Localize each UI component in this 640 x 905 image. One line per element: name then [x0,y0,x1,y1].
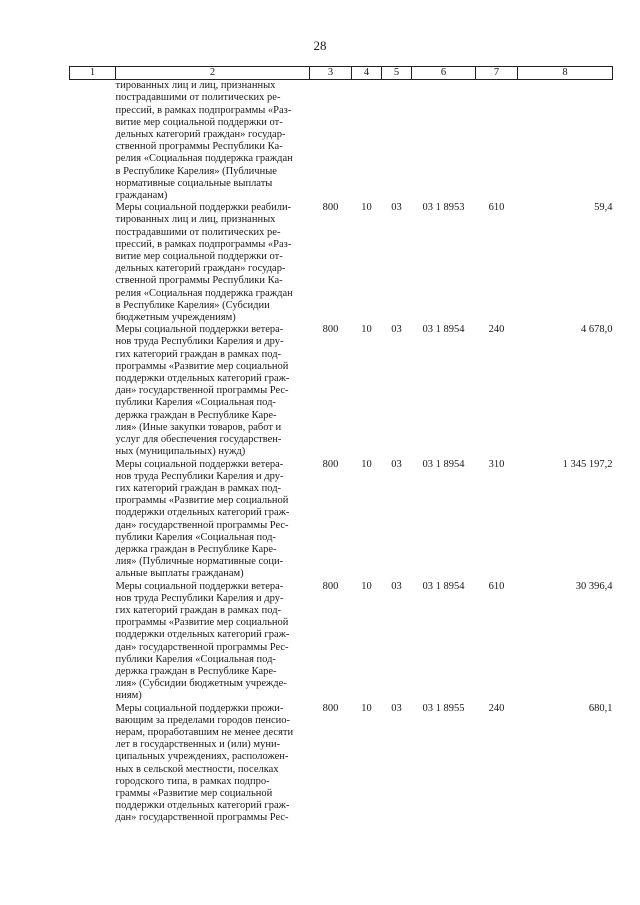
expenditure-name: Меры социальной поддержки ветера- нов труда Республики Карелия и дру- гих категорий граждан в рамках под- программы «Развитие мер социальной поддержки отдельных категорий граж- дан» государственной программы Рес- публики Карелия «Социальная под- держка граждан в Республике Каре- лия» (Субсидии бюджетным учрежде- ниям) [115,580,290,702]
target-article-code: 03 1 8954 [422,458,465,470]
expense-type-code: 240 [488,324,505,336]
ministry-code: 800 [322,702,339,714]
column-number-header-row [70,67,613,80]
expenditure-name: Меры социальной поддержки прожи- вающим за пределами городов пенсио- нерам, проработавшим не менее десяти лет в государственных и (или) муни- ципальных учреждениях, расположен- ных в сельской местности, поселках городского типа, в рамках подпро- граммы «Развитие мер социальной поддержки отдельных категорий граж- дан» государственной программы Рес- [115,702,294,824]
ministry-code: 800 [322,324,339,336]
expense-type-code [476,80,518,203]
amount-value: 680,1 [588,702,613,714]
column-header-3: 3 [310,67,352,80]
ministry-code [310,80,352,203]
section-code: 10 [361,580,372,592]
column-header-2: 2 [116,67,310,80]
section-code: 10 [361,202,372,214]
ministry-code: 800 [322,458,339,470]
subsection-code [382,80,412,203]
subsection-code: 03 [391,580,402,592]
expenditure-name: Меры социальной поддержки реабили- тированных лиц и лиц, признанных пострадавшими от политических ре- прессий, в рамках подпрограммы «Раз- витие мер социальной поддержки от- дельных категорий граждан» государ- ственной программы Республики Ка- релия «Социальная поддержка граждан в Республике Карелия» (Субсидии бюджетным учреждениям) [115,202,293,324]
section-code: 10 [361,702,372,714]
table-row [70,202,613,324]
expense-type-code: 310 [488,458,505,470]
amount-value: 1 345 197,2 [562,458,613,470]
target-article-code: 03 1 8953 [422,202,465,214]
expenditure-name: Меры социальной поддержки ветера- нов труда Республики Карелия и дру- гих категорий граждан в рамках под- программы «Развитие мер социальной поддержки отдельных категорий граж- дан» государственной программы Рес- публики Карелия «Социальная под- держка граждан в Республике Каре- лия» (Публичные нормативные соци- альные выплаты гражданам) [115,458,290,580]
target-article-code: 03 1 8954 [422,324,465,336]
subsection-code: 03 [391,702,402,714]
column-header-7: 7 [476,67,518,80]
column-header-5: 5 [382,67,412,80]
column-header-1: 1 [70,67,116,80]
amount-value: 4 678,0 [581,324,613,336]
amount-value [518,80,613,203]
subsection-code: 03 [391,458,402,470]
expenditure-name: Меры социальной поддержки ветера- нов труда Республики Карелия и дру- гих категорий граждан в рамках под- программы «Развитие мер социальной поддержки отдельных категорий граж- дан» государственной программы Рес- публики Карелия «Социальная под- держка граждан в Республике Каре- лия» (Иные закупки товаров, работ и услуг для обеспечения государствен- ных (муниципальных) нужд) [115,324,290,458]
ministry-code: 800 [322,202,339,214]
target-article-code [412,80,476,203]
table-row [70,324,613,458]
table-row [70,80,613,203]
expense-type-code: 240 [488,702,505,714]
amount-value: 59,4 [594,202,613,214]
subsection-code: 03 [391,324,402,336]
table-row [70,703,613,825]
expenditure-name: тированных лиц и лиц, признанных пострадавшими от политических ре- прессий, в рамках подпрограммы «Раз- витие мер социальной поддержки от- дельных категорий граждан» государ- ственной программы Республики Ка- релия «Социальная поддержка граждан в Республике Карелия» (Публичные нормативные социальные выплаты гражданам) [115,80,293,202]
amount-value: 30 396,4 [575,580,613,592]
column-header-4: 4 [352,67,382,80]
expense-type-code: 610 [488,202,505,214]
column-header-8: 8 [518,67,613,80]
table-row [70,581,613,703]
section-code: 10 [361,458,372,470]
ministry-code: 800 [322,580,339,592]
table-row [70,459,613,581]
section-code: 10 [361,324,372,336]
column-header-6: 6 [412,67,476,80]
budget-table [69,66,613,825]
expense-type-code: 610 [488,580,505,592]
subsection-code: 03 [391,202,402,214]
target-article-code: 03 1 8954 [422,580,465,592]
target-article-code: 03 1 8955 [422,702,465,714]
section-code [352,80,382,203]
page-number: 28 [313,38,327,53]
